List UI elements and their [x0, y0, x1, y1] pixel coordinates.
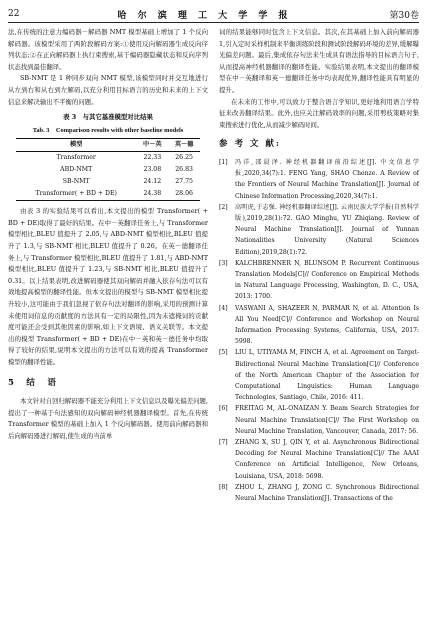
reference-item	[219, 303, 419, 348]
table-cell: 26.25	[175, 154, 193, 162]
reference-item	[219, 347, 419, 403]
reference-number: [2]	[219, 203, 228, 211]
reference-item	[219, 258, 419, 303]
reference-item	[219, 157, 419, 202]
reference-text: 高明虎,于志强. 神经机器翻译综述[J]. 云南民族大学学报(自然科学版),2019,28(1):72. GAO Minghu, YU Zhiqiang. Review of Neural Machine Translation[J]. Journal of Yunnan Nationalities University (Natural Sciences Edition),2019,28(1):72.	[235, 203, 419, 256]
journal-name: 哈 尔 滨 理 工 大 学 学 报	[117, 10, 292, 21]
body-paragraph: 本文针对自回归解码器不能充分利用上下文信息以及曝光偏差问题,提出了一种基于句法感知的双向解码神经机器翻译模型。首先,在传统 Transformer 模型的基础上加入 1 个反向解码器。使用前向解码器和后向解码器进行解码,使生成的当前单	[8, 397, 208, 440]
reference-text: ZHOU L, ZHANG J, ZONG C. Synchronous Bidirectional Neural Machine Translation[J]. Transactions of the	[235, 483, 419, 503]
body-paragraph: 由表 3 的实验结果可以看出,本文提出的模型 Transformer( + BD + DE)取得了最好的结果。在中－英翻译任务上,与 Transformer 模型相比,BLEU 值提升了 2.05,与 ABD-NMT 模型相比,BLEU 值提升了 1.3,与 SB-NMT 相比,BLEU 值提升了 0.26。在英－德翻译任务上,与 Transformer 模型相比,BLEU 值提升了 1.81,与 ABD-NMT 模型相比,BLEU 值提升了 1.23,与 SB-NMT 相比,BLEU 值提升了 0.31。以上结果表明,改进解码器使其双向解码并融入依存句法可以有效地提高模型的翻译性能。但本文提出的模型与 SB-NMT 模型相比提升较小,这可能由于我们忽视了依存句法对翻译的影响,采用的预测计算未使用词信息的贡献度的方法具有一定的局限性,因为未遮掩词的贡献度可能还会受到其他因素的影响,如上下文语境、语义关联等。本文提出的模型 Transformer( + BD + DE)在中－英和英－德任务中均取得了较好的结果,说明本文提出的方法可以有效的提高 Transformer 模型的翻译性能。	[8, 207, 208, 366]
reference-text: ZHANG X, SU J, QIN Y, et al. Asynchronous Bidirectional Decoding for Neural Machine Translation[C]// The AAAI Conference on Artificial Intelligence, New Orleans, Louisiana, USA, 2018: 5698.	[235, 439, 419, 480]
table-cell: Transformer	[56, 154, 96, 162]
left-column	[8, 27, 208, 442]
body-paragraph: SB-NMT 是 1 种同步双向 NMT 模型,该模型同时并交互地进行从左到右和从右到左解码,以充分利用目标语言的历史和未来的上下文信息来解决输出不平衡的问题。	[8, 74, 208, 106]
table-cell: SB-NMT	[62, 178, 90, 186]
table-header: 英－德	[168, 139, 200, 152]
reference-number: [6]	[219, 405, 228, 413]
table-cell: 24.38	[143, 190, 162, 198]
table-cell: Transformer( + BD + DE)	[35, 190, 117, 198]
table-cell: 24.12	[143, 178, 162, 186]
section-heading: 5 结 语	[8, 378, 58, 389]
table-header-row	[16, 139, 200, 152]
references-heading: 参 考 文 献:	[219, 139, 282, 150]
body-paragraph: 词的结果能够同时包含上下文信息。其次,在其基础上加入前向解码器 1,引入定时采样机制来平衡训练阶段和测试阶段解码环境的差异,缓解曝光偏差问题。最后,集成依存句法来生成具有语法指导的目标语言句子,从而提高神经机器翻译的翻译性能。实验结果表明,本文提出的翻译模型在中－英翻译和英－德翻译任务中均表现优异,翻译性能具有明显的提升。	[219, 28, 419, 94]
reference-text: KALCHBRENNER N, BLUNSOM P. Recurrent Continuous Translation Models[C]// Conference on Empirical Methods in Natural Language Processing, Washington, D. C., USA, 2013: 1700.	[235, 259, 419, 301]
table-cell: 23.08	[143, 166, 162, 174]
comparison-table	[16, 138, 200, 201]
reference-text: FREITAG M, AL-ONAIZAN Y. Beam Search Strategies for Neural Machine Translation[C]// The First Workshop on Neural Machine Translation, Vancouver, Canada, 2017: 56.	[235, 405, 419, 435]
table-row	[16, 152, 200, 165]
table-caption-en: Tab. 3 Comparison results with other baseline models	[32, 127, 184, 135]
reference-number: [7]	[219, 439, 228, 447]
table-row	[16, 188, 200, 201]
table-cell: 26.83	[175, 166, 193, 174]
reference-text: LIU L, UTIYAMA M, FINCH A, et al. Agreement on Target-Bidirectional Neural Machine Translation[C]// Conference of the North American Chapter of the Association for Computational Linguistics: Human Language Technologies, Santiago, Chile, 2016: 411.	[235, 349, 419, 402]
table-cell: ABD-NMT	[60, 166, 93, 174]
volume-label: 第30卷	[389, 10, 419, 21]
reference-number: [3]	[219, 259, 228, 267]
reference-number: [8]	[219, 483, 228, 491]
right-column	[219, 27, 419, 504]
page-number: 22	[8, 9, 20, 19]
body-paragraph: 法,在传统的注意力编码器－解码器 NMT 模型基础上增加了 1 个反向解码器。该模型采用了两阶段解码方案:①使用反向解码器生成反向序列状态;②在正向解码器上执行束搜索,基于编码器隐藏状态和反向序列状态找到最佳翻译。	[8, 28, 208, 71]
table-row	[16, 176, 200, 188]
reference-item	[219, 202, 419, 258]
reference-item	[219, 437, 419, 482]
table-row	[16, 164, 200, 176]
reference-number: [1]	[219, 158, 228, 166]
body-paragraph: 在未来的工作中,可以致力于整合语言学知识,更好地利用语言学特征来改善翻译结果。此外,也应关注解码效率的问题,采用剪枝策略对集束搜索进行优化,从而减少解码时间。	[219, 97, 419, 129]
table-header: 模型	[16, 139, 136, 152]
table-header: 中－英	[136, 139, 168, 152]
running-header	[8, 6, 419, 23]
table-caption-cn: 表 3 与其它基准模型对比结果	[63, 113, 153, 122]
reference-item	[219, 403, 419, 437]
reference-text: 冯洋,邵晨泽. 神经机器翻译前沿综述[J]. 中文信息学报,2020,34(7):1. FENG Yang, SHAO Chenze. A Review of the Frontiers of Neural Machine Translation[J]. Journal of Chinese Information Processing,2020,34(7):1.	[235, 158, 419, 200]
reference-number: [5]	[219, 349, 228, 357]
reference-text: VASWANI A, SHAZEER N, PARMAR N, et al. Attention Is All You Need[C]// Conference and Workshop on Neural Information Processing Systems, California, USA, 2017: 5998.	[235, 304, 419, 346]
reference-number: [4]	[219, 304, 228, 312]
table-cell: 27.75	[175, 178, 193, 186]
table-cell: 28.06	[175, 190, 193, 198]
reference-item	[219, 482, 419, 504]
table-cell: 22.33	[143, 154, 162, 162]
